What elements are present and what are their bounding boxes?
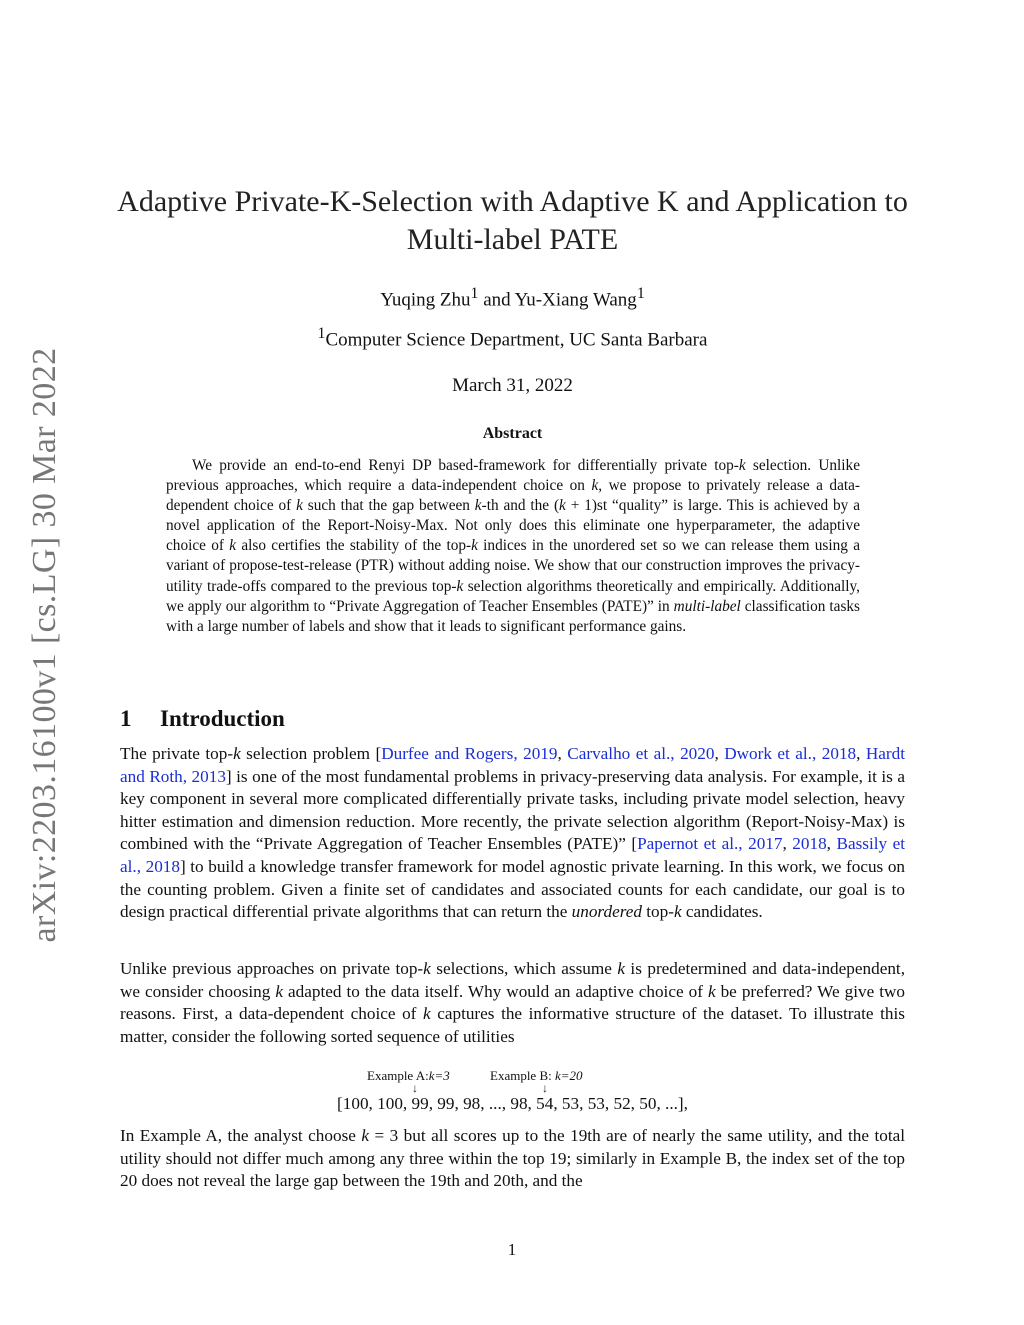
section-heading bbox=[120, 706, 285, 732]
paper-title: Adaptive Private-K-Selection with Adaptive K and Application to Multi-label PATE bbox=[117, 185, 908, 256]
arxiv-identifier: arXiv:2203.16100v1 [cs.LG] 30 Mar 2022 bbox=[26, 347, 63, 943]
example-b-label: Example B: k=20 bbox=[490, 1068, 583, 1083]
section-number: 1 bbox=[120, 706, 132, 731]
citation-link[interactable]: Papernot et al., 2017 bbox=[637, 834, 783, 854]
emphasis: unordered bbox=[571, 902, 642, 922]
citation-link[interactable]: Bassily et al., 2018 bbox=[120, 834, 906, 876]
section-title: Introduction bbox=[160, 706, 285, 731]
affiliation-marker: 1 bbox=[317, 325, 326, 342]
citation-link[interactable]: Carvalho et al., 2020 bbox=[567, 744, 715, 763]
citation-link[interactable]: 2018 bbox=[792, 834, 827, 854]
body-paragraph: Unlike previous approaches on private top-k selections, which assume k is predetermined and data-independent, we consider choosing k adapted to the data itself. Why would an adaptive choice of k be preferred? We give two reasons. First, a data-dependent choice of k captures the informative structure of the dataset. To illustrate this matter, consider the following sorted sequence of utilities bbox=[120, 959, 905, 1046]
affiliation-marker: 1 bbox=[636, 285, 645, 302]
body-paragraph: The private top-k selection problem [Durfee and Rogers, 2019, Carvalho et al., 2020, Dwork et al., 2018, Hardt and Roth, 2013] is one of the most fundamental problems in privacy-preserving data analysis. For example, it is a key component in several more complicated differentially private tasks, including private model selection, heavy hitter estimation and dimension reduction. More recently, the private selection algorithm (Report-Noisy-Max) is combined with the “Private Aggregation of Teacher Ensembles (PATE)” [Papernot et al., 2017, 2018, Bassily et al., 2018] to build a knowledge transfer framework for model agnostic private learning. In this work, we focus on the counting problem. Given a finite set of candidates and associated counts for each candidate, our goal is to design practical differential private algorithms that can return the unordered top-k candidates. bbox=[120, 744, 906, 922]
author-list bbox=[110, 282, 915, 312]
affiliation-text: Computer Science Department, UC Santa Barbara bbox=[325, 329, 708, 351]
affiliation-marker: 1 bbox=[470, 285, 479, 302]
publication-date: March 31, 2022 bbox=[452, 375, 573, 396]
body-paragraph: In Example A, the analyst choose k = 3 but all scores up to the 19th are of nearly the same utility, and the total utility should not differ much among any three within the top 19; similarly in Example B, the index set of the top 20 does not reveal the large gap between the 19th and 20th, and the bbox=[120, 1126, 905, 1191]
author-name: Yu-Xiang Wang bbox=[514, 289, 637, 311]
utility-sequence: [100, 100, 99, 99, 98, ..., 98, 54, 53, 53, 52, 50, ...], bbox=[337, 1094, 688, 1113]
page-number: 1 bbox=[507, 1240, 517, 1259]
author-name: Yuqing Zhu bbox=[380, 289, 471, 311]
down-arrow-icon: ↓ bbox=[542, 1081, 548, 1095]
emphasis: multi-label bbox=[673, 597, 741, 615]
affiliation bbox=[110, 322, 915, 352]
example-a-label: Example A:k=3 bbox=[367, 1068, 450, 1083]
abstract-text: We provide an end-to-end Renyi DP based-framework for differentially private top-k selection. Unlike previous approaches, which require a data-independent choice on k, we propose to privately release a data-dependent choice of k such that the gap between k-th and the (k + 1)st “quality” is large. This is achieved by a novel application of the Report-Noisy-Max. Not only does this eliminate one hyperparameter, the adaptive choice of k also certifies the stability of the top-k indices in the unordered set so we can release them using a variant of propose-test-release (PTR) without adding noise. We show that our construction improves the privacy-utility trade-offs compared to the previous top-k selection algorithms theoretically and empirically. Additionally, we apply our algorithm to “Private Aggregation of Teacher Ensembles (PATE)” in multi-label classification tasks with a large number of labels and show that it leads to significant performance gains. bbox=[166, 457, 861, 635]
author-conjunction: and bbox=[483, 289, 511, 311]
down-arrow-icon: ↓ bbox=[412, 1081, 418, 1095]
citation-link[interactable]: Durfee and Rogers, 2019 bbox=[381, 744, 558, 763]
abstract-heading: Abstract bbox=[482, 425, 543, 442]
citation-link[interactable]: Hardt and Roth, 2013 bbox=[120, 744, 906, 786]
citation-link[interactable]: Dwork et al., 2018 bbox=[724, 744, 857, 763]
